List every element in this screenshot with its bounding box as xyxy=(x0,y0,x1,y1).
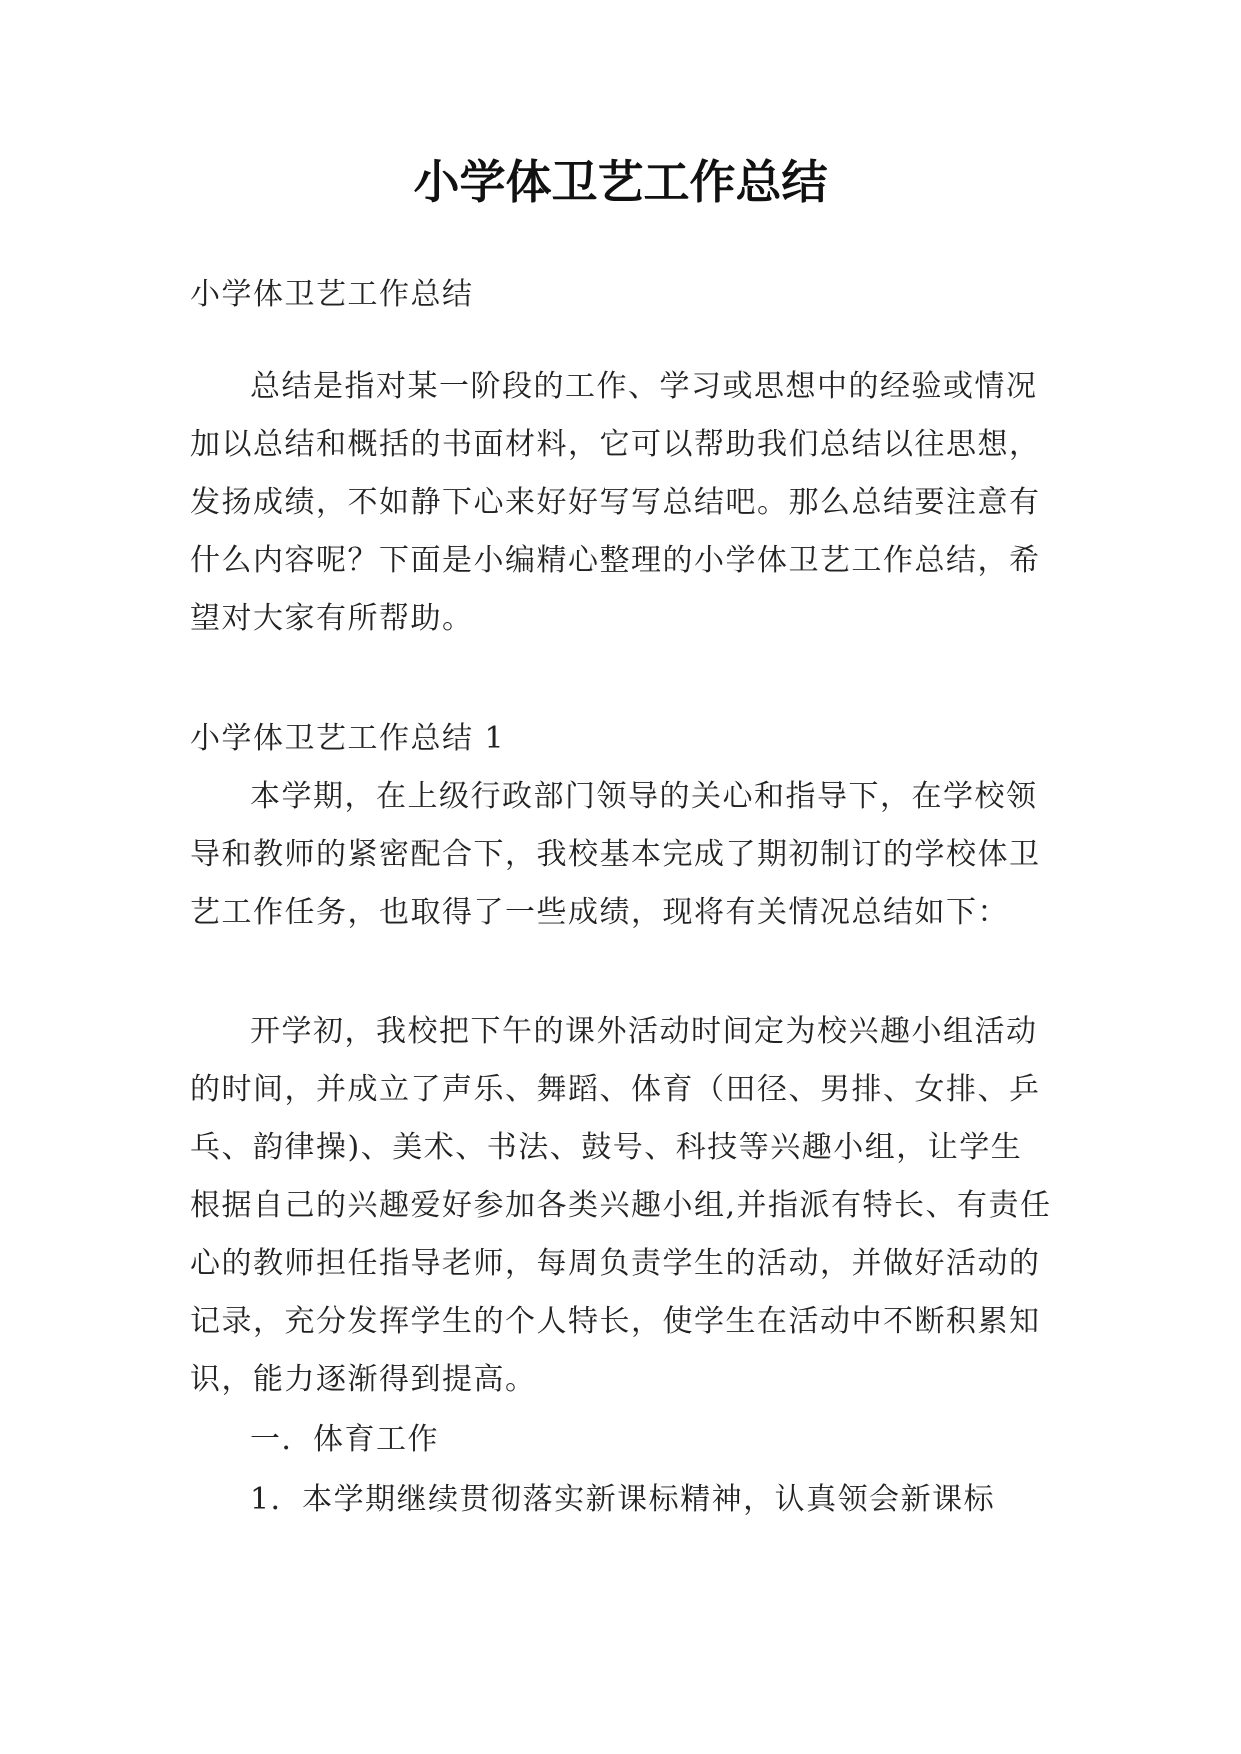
body-paragraph-2: 开学初，我校把下午的课外活动时间定为校兴趣小组活动的时间，并成立了声乐、舞蹈、体育（田径、男排、女排、乒乓、韵律操)、美术、书法、鼓号、科技等兴趣小组，让学生根据自己的兴趣爱好参加各类兴趣小组,并指派有特长、有责任心的教师担任指导老师，每周负责学生的活动，并做好活动的记录，充分发挥学生的个人特长，使学生在活动中不断积累知识，能力逐渐得到提高。 xyxy=(190,1014,1052,1397)
section-heading: 小学体卫艺工作总结 1 xyxy=(190,721,506,756)
section-subheading: 一．体育工作 xyxy=(250,1422,439,1457)
body-paragraph-1: 本学期，在上级行政部门领导的关心和指导下，在学校领导和教师的紧密配合下，我校基本完成了期初制订的学校体卫艺工作任务，也取得了一些成绩，现将有关情况总结如下： xyxy=(190,779,1041,930)
body-paragraph-3: 1．本学期继续贯彻落实新课标精神，认真领会新课标 xyxy=(250,1482,996,1517)
document-title: 小学体卫艺工作总结 xyxy=(413,155,828,209)
document-subtitle: 小学体卫艺工作总结 xyxy=(190,277,474,312)
intro-paragraph: 总结是指对某一阶段的工作、学习或思想中的经验或情况加以总结和概括的书面材料，它可以帮助我们总结以往思想，发扬成绩，不如静下心来好好写写总结吧。那么总结要注意有什么内容呢？下面是小编精心整理的小学体卫艺工作总结，希望对大家有所帮助。 xyxy=(190,369,1041,636)
